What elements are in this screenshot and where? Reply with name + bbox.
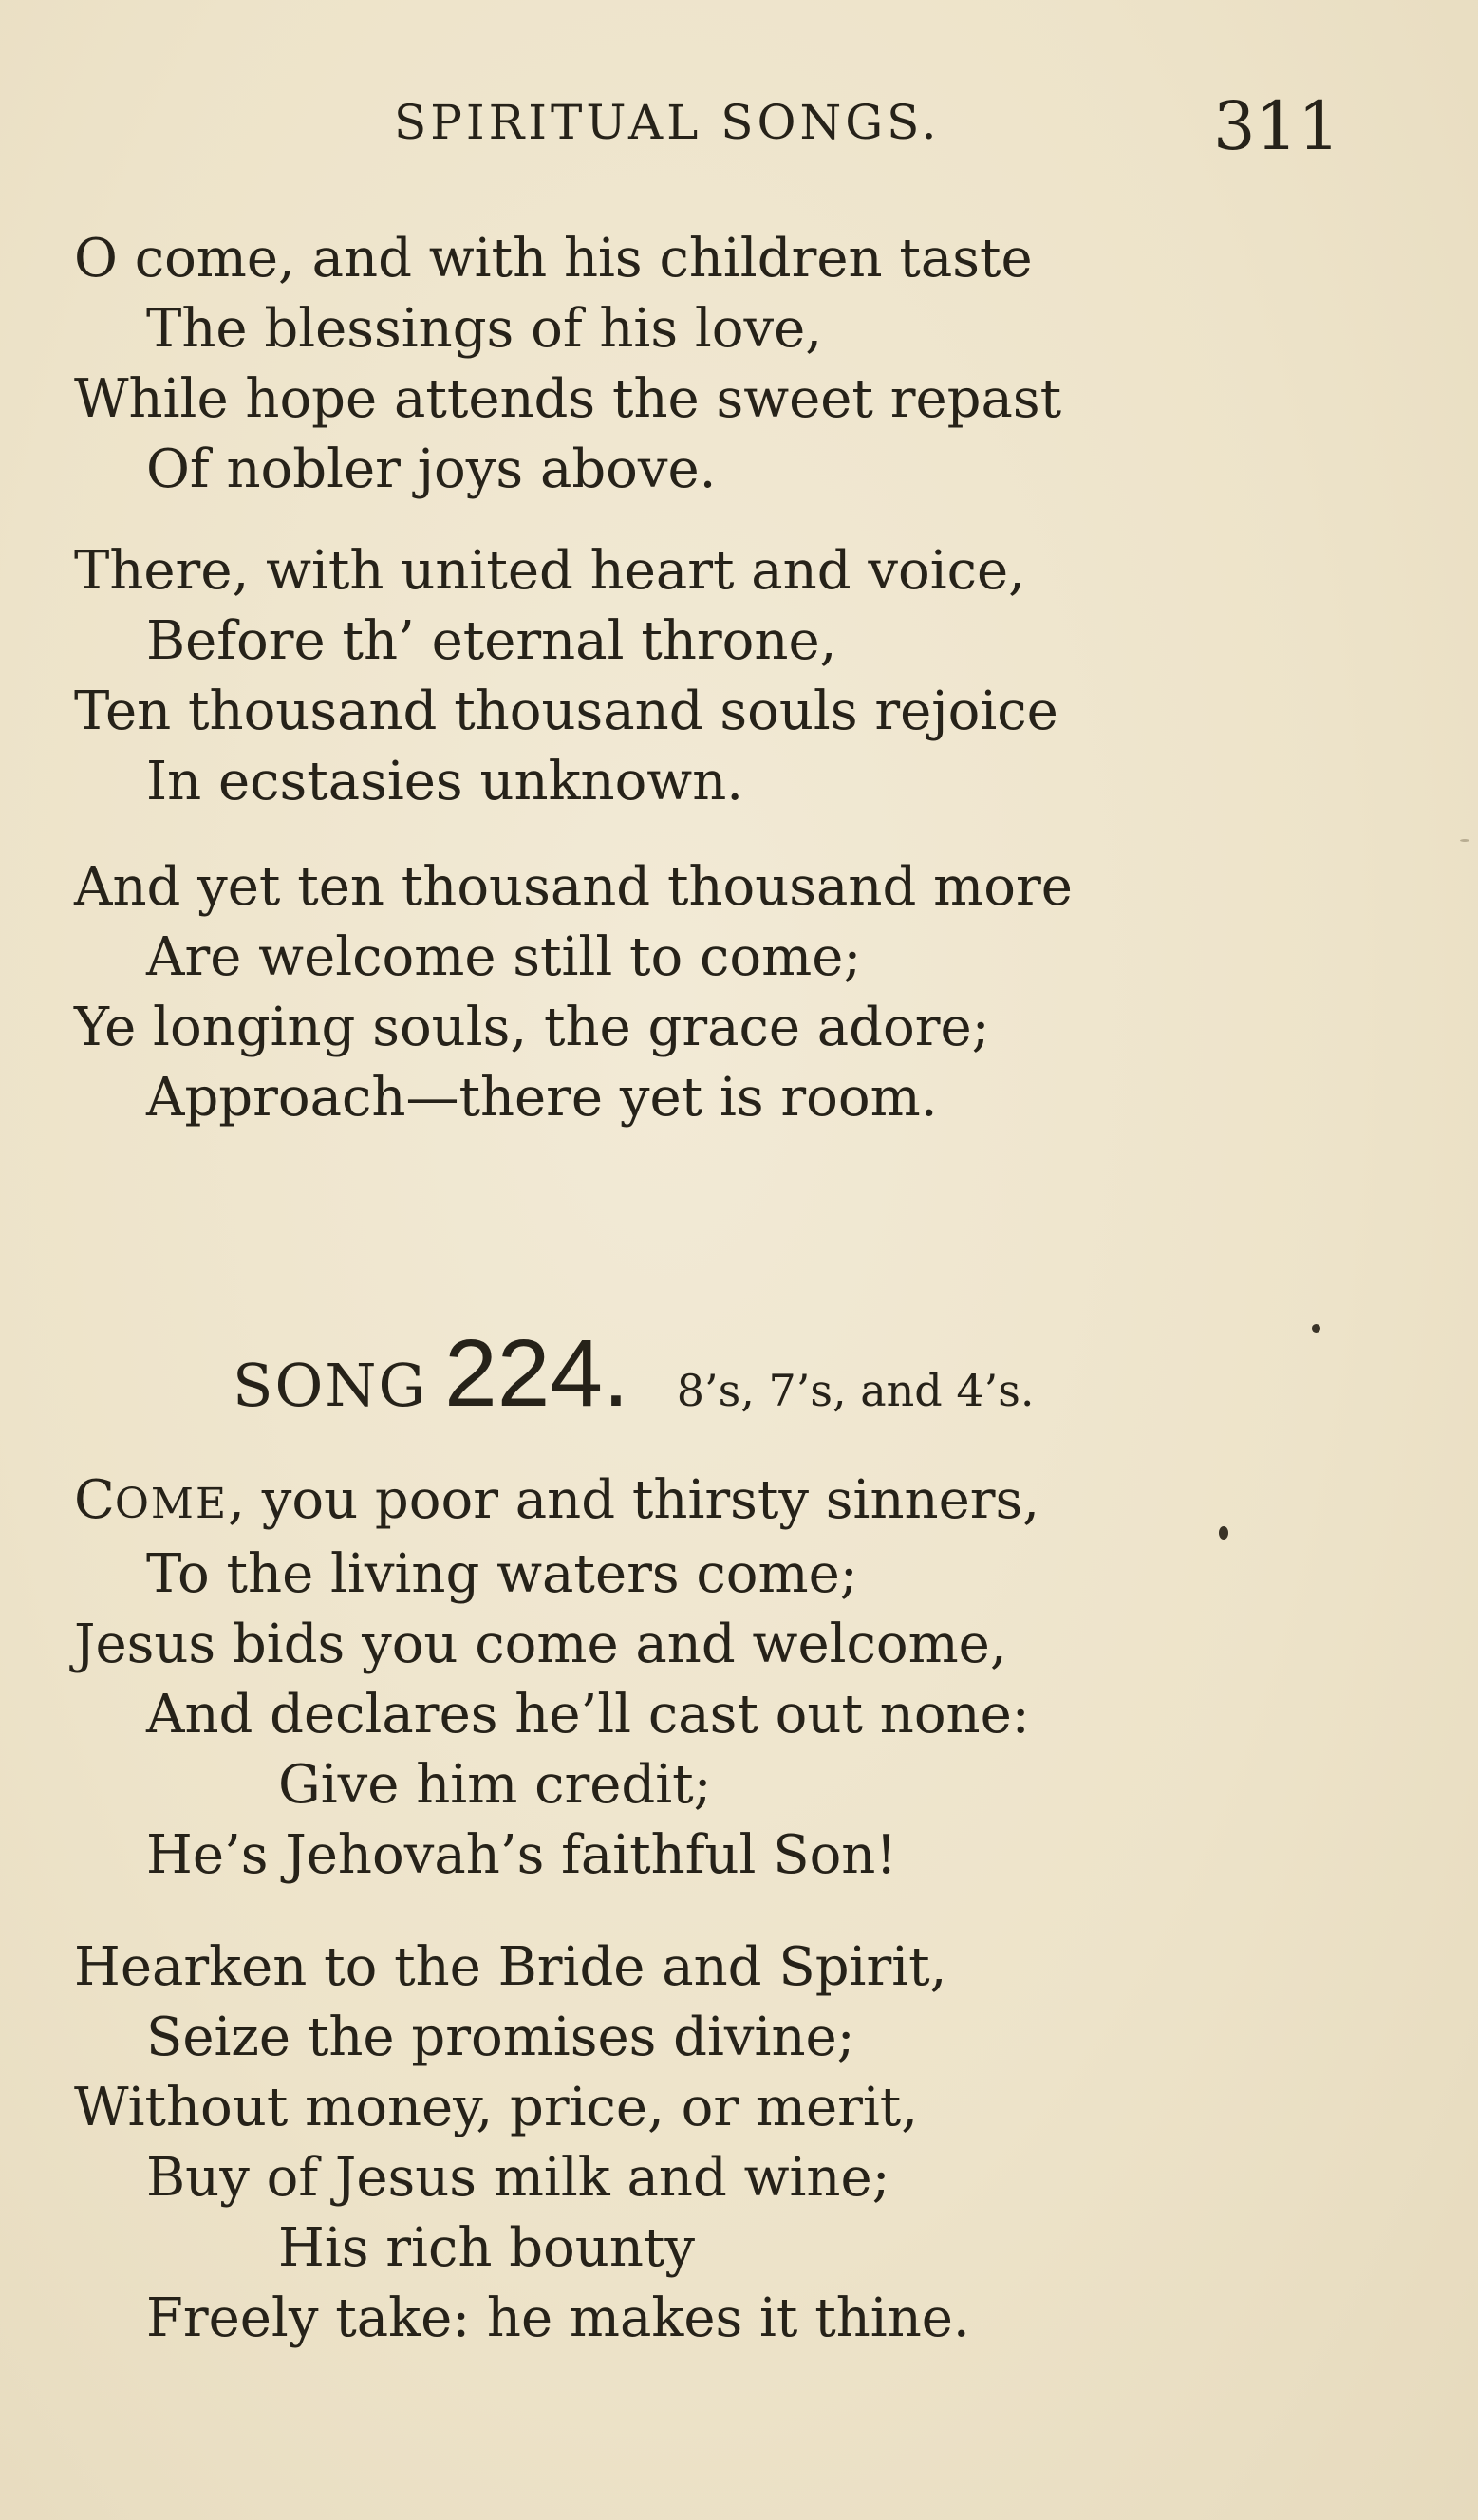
verse-line: Without money, price, or merit, [74, 2077, 919, 2138]
song-label: SONG [233, 1351, 428, 1420]
song-meter: 8’s, 7’s, and 4’s. [676, 1365, 1035, 1416]
verse-line: Of nobler joys above. [146, 439, 717, 500]
page-number: 311 [1213, 87, 1340, 165]
song-number: 224. [444, 1320, 629, 1427]
verse-line: Ten thousand thousand souls rejoice [74, 681, 1058, 742]
verse-line: While hope attends the sweet repast [74, 368, 1062, 430]
stanza-1 [74, 224, 1403, 505]
verse-line: In ecstasies unknown. [146, 751, 744, 812]
verse-line: Give him credit; [278, 1754, 712, 1816]
stanza-2 [74, 536, 1403, 817]
running-title: SPIRITUAL SONGS. [394, 95, 941, 150]
verse-line: Ye longing souls, the grace adore; [74, 997, 990, 1058]
song-stanza-2 [74, 1932, 1403, 2354]
stanza-3 [74, 852, 1403, 1133]
verse-line: To the living waters come; [146, 1543, 858, 1605]
verse-line-first [74, 1465, 1403, 1540]
paper-speck [1312, 1324, 1320, 1333]
verse-line: The blessings of his love, [146, 298, 823, 360]
verse-line: There, with united heart and voice, [74, 540, 1025, 602]
paper-speck [1460, 839, 1469, 842]
verse-line: Jesus bids you come and welcome, [74, 1614, 1007, 1675]
small-caps-word: OME [114, 1480, 229, 1528]
verse-line: Are welcome still to come; [146, 926, 862, 988]
verse-line: Before th’ eternal throne, [146, 610, 837, 672]
paper-speck [1219, 1526, 1228, 1540]
verse-line: Hearken to the Bride and Spirit, [74, 1936, 947, 1998]
first-line-rest: , you poor and thirsty sinners, [228, 1469, 1040, 1531]
verse-line: His rich bounty [278, 2217, 696, 2279]
song-heading [233, 1319, 1034, 1428]
verse-line: O come, and with his children taste [74, 228, 1033, 289]
verse-line: Seize the promises divine; [146, 2007, 855, 2068]
verse-line: And yet ten thousand thousand more [74, 856, 1073, 918]
verse-line: He’s Jehovah’s faithful Son! [146, 1824, 897, 1886]
verse-line: Buy of Jesus milk and wine; [146, 2147, 890, 2209]
drop-cap: C [74, 1469, 115, 1531]
verse-line: Freely take: he makes it thine. [146, 2287, 970, 2349]
verse-line: Approach—there yet is room. [146, 1067, 938, 1129]
song-stanza-1 [74, 1465, 1403, 1891]
verse-line: And declares he’ll cast out none: [146, 1684, 1030, 1745]
